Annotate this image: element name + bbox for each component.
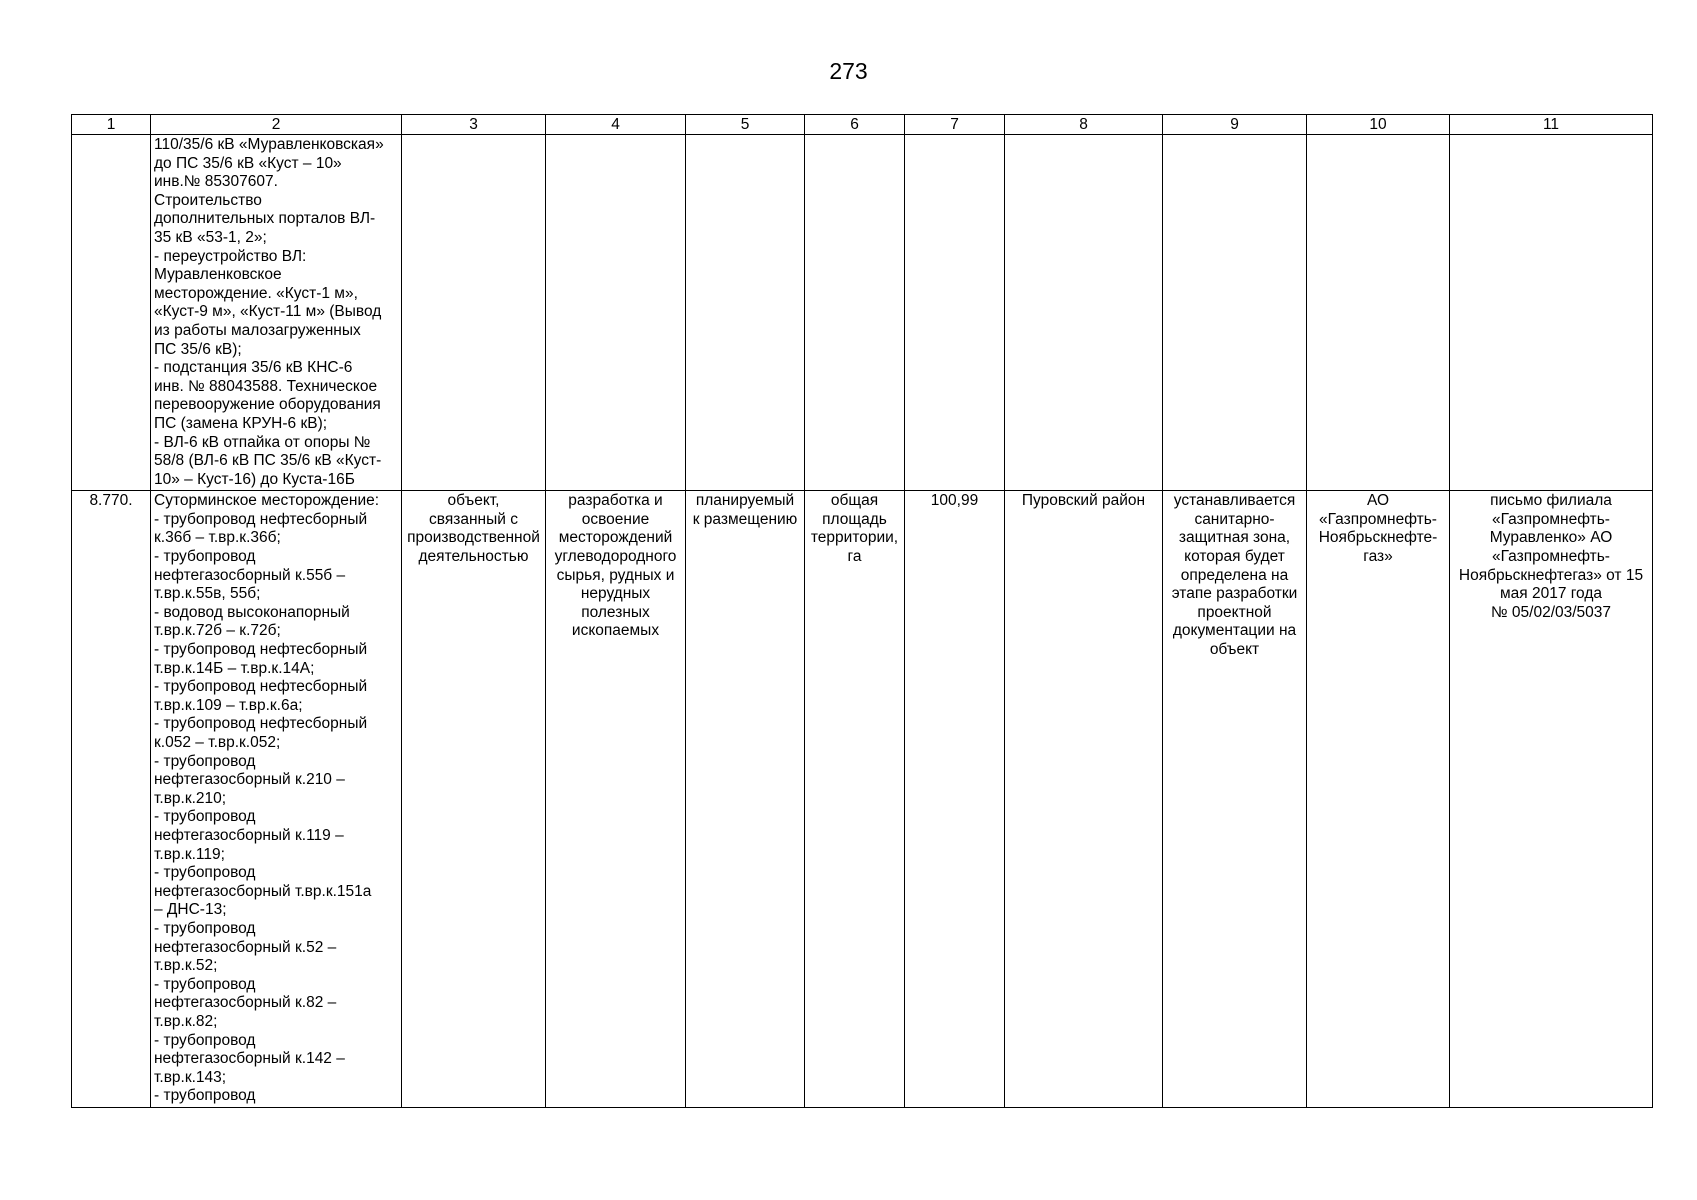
register-table <box>71 114 1653 1108</box>
column-header: 9 <box>1163 115 1307 135</box>
column-header: 3 <box>402 115 546 135</box>
organization-cell: АО «Газпромнефть- Ноябрьскнефте- газ» <box>1307 491 1450 1108</box>
object-type-cell <box>402 135 546 491</box>
characteristic-cell <box>805 135 905 491</box>
status-cell: планируемый к размещению <box>686 491 805 1108</box>
column-number-row <box>72 115 1653 135</box>
purpose-cell: разработка и освоение месторождений углеводородного сырья, рудных и нерудных полезных ископаемых <box>546 491 686 1108</box>
column-header: 2 <box>151 115 402 135</box>
row-number-cell: 8.770. <box>72 491 151 1108</box>
column-header: 6 <box>805 115 905 135</box>
object-name-cell: 110/35/6 кВ «Муравленковская» до ПС 35/6 кВ «Куст – 10» инв.№ 85307607. Строительство дополнительных порталов ВЛ- 35 кВ «53-1, 2»; - переустройство ВЛ: Муравленковское месторождение. «Куст-1 м», «Куст-9 м», «Куст-11 м» (Вывод из работы малозагруженных ПС 35/6 кВ); - подстанция 35/6 кВ КНС-6 инв. № 88043588. Техническое перевооружение оборудования ПС (замена КРУН-6 кВ); - ВЛ-6 кВ отпайка от опоры № 58/8 (ВЛ-6 кВ ПС 35/6 кВ «Куст- 10» – Куст-16) до Куста-16Б <box>151 135 402 491</box>
row-number-cell <box>72 135 151 491</box>
characteristic-cell: общая площадь территории, га <box>805 491 905 1108</box>
column-header: 10 <box>1307 115 1450 135</box>
location-cell <box>1005 135 1163 491</box>
location-cell: Пуровский район <box>1005 491 1163 1108</box>
table-row <box>72 491 1653 1108</box>
object-type-cell: объект, связанный с производственной деятельностью <box>402 491 546 1108</box>
value-cell <box>905 135 1005 491</box>
column-header: 1 <box>72 115 151 135</box>
organization-cell <box>1307 135 1450 491</box>
zone-cell: устанавливается санитарно- защитная зона, которая будет определена на этапе разработки проектной документации на объект <box>1163 491 1307 1108</box>
status-cell <box>686 135 805 491</box>
column-header: 11 <box>1450 115 1653 135</box>
basis-cell: письмо филиала «Газпромнефть- Муравленко» АО «Газпромнефть- Ноябрьскнефтегаз» от 15 мая 2017 года № 05/02/03/5037 <box>1450 491 1653 1108</box>
column-header: 7 <box>905 115 1005 135</box>
table-row <box>72 135 1653 491</box>
page-number: 273 <box>829 58 868 84</box>
zone-cell <box>1163 135 1307 491</box>
column-header: 4 <box>546 115 686 135</box>
purpose-cell <box>546 135 686 491</box>
object-name-cell: Суторминское месторождение: - трубопровод нефтесборный к.36б – т.вр.к.36б; - трубопровод нефтегазосборный к.55б – т.вр.к.55в, 55б; - водовод высоконапорный т.вр.к.72б – к.72б; - трубопровод нефтесборный т.вр.к.14Б – т.вр.к.14А; - трубопровод нефтесборный т.вр.к.109 – т.вр.к.6а; - трубопровод нефтесборный к.052 – т.вр.к.052; - трубопровод нефтегазосборный к.210 – т.вр.к.210; - трубопровод нефтегазосборный к.119 – т.вр.к.119; - трубопровод нефтегазосборный т.вр.к.151а – ДНС-13; - трубопровод нефтегазосборный к.52 – т.вр.к.52; - трубопровод нефтегазосборный к.82 – т.вр.к.82; - трубопровод нефтегазосборный к.142 – т.вр.к.143; - трубопровод <box>151 491 402 1108</box>
basis-cell <box>1450 135 1653 491</box>
value-cell: 100,99 <box>905 491 1005 1108</box>
column-header: 8 <box>1005 115 1163 135</box>
column-header: 5 <box>686 115 805 135</box>
